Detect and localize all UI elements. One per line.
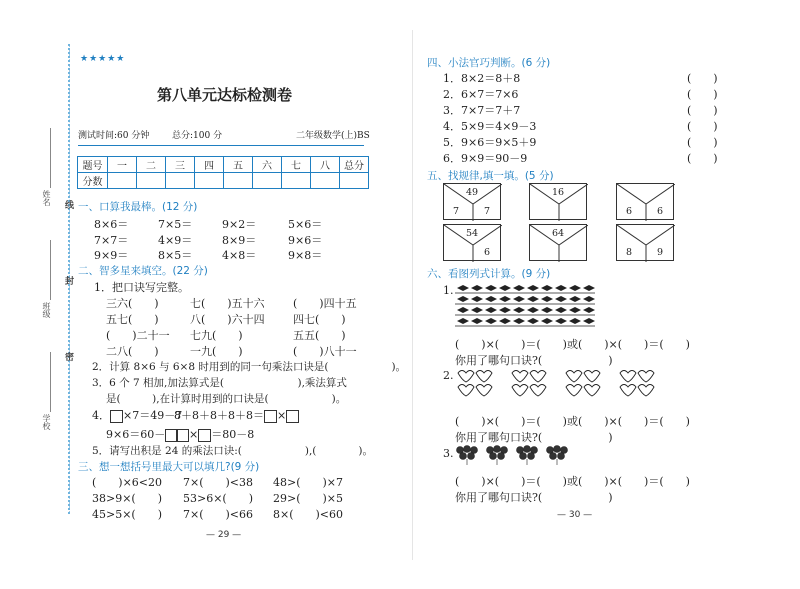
score-row-label: 分数 (78, 173, 108, 189)
envelope-puzzle (616, 183, 674, 220)
koujue-item: 三六( ) (106, 297, 159, 310)
envelope-puzzle (616, 224, 674, 261)
score-cell[interactable] (340, 173, 369, 189)
name-line (50, 128, 51, 188)
score-header: 二 (137, 157, 166, 173)
oral-calc-item: 8×6＝ (94, 218, 129, 231)
score-cell[interactable] (137, 173, 166, 189)
inequality-item: ( )×6<20 (92, 476, 163, 489)
envelope-right: 6 (484, 247, 491, 258)
inequality-item: 7×( )<66 (183, 508, 254, 521)
score-cell[interactable] (311, 173, 340, 189)
koujue-ask-1[interactable]: 你用了哪句口诀?( ) (455, 354, 613, 367)
envelope-left: 6 (626, 206, 633, 217)
score-cell[interactable] (108, 173, 137, 189)
star-rating: ★★★★★ (80, 54, 126, 64)
section-5-title: 五、找规律,填一填。(5 分) (427, 170, 554, 182)
q4a-text: ×7＝49－7 (123, 409, 183, 422)
envelope-top: 49 (466, 187, 479, 198)
answer-box[interactable] (176, 429, 189, 442)
q4-number: 4． (92, 409, 110, 422)
inequality-item: 48>( )×7 (273, 476, 344, 489)
score-header: 七 (282, 157, 311, 173)
question-2-4c (106, 426, 178, 442)
judge-item: 4．5×9＝4×9－3 (443, 120, 537, 133)
koujue-item: 二八( ) (106, 345, 159, 358)
koujue-item: 四七( ) (293, 313, 346, 326)
envelope-puzzle (529, 183, 587, 220)
judge-answer-paren[interactable]: ( ) (687, 120, 718, 133)
question-2-3a: 3．6 个 7 相加,加法算式是( ),乘法算式 (92, 377, 347, 389)
score-table (77, 156, 369, 189)
koujue-item: 五七( ) (106, 313, 159, 326)
question-2-4d: × ＝80－8 (176, 426, 254, 442)
judge-answer-paren[interactable]: ( ) (687, 152, 718, 165)
score-header: 五 (224, 157, 253, 173)
section-1-title: 一、口算我最棒。(12 分) (78, 201, 198, 213)
grade-label: 二年级数学(上)BS (296, 131, 370, 141)
koujue-ask-2[interactable]: 你用了哪句口诀?( ) (455, 431, 613, 444)
oral-calc-item: 5×6＝ (288, 218, 323, 231)
envelope-right: 9 (657, 247, 664, 258)
section-2-title: 二、智多星来填空。(22 分) (78, 265, 208, 277)
seal-secret-char: 密 (63, 352, 73, 361)
score-cell[interactable] (253, 173, 282, 189)
oral-calc-item: 9×2＝ (222, 218, 257, 231)
inequality-item: 29>( )×5 (273, 492, 344, 505)
envelope-top: 16 (552, 187, 565, 198)
question-2-1: 1．把口诀写完整。 (94, 281, 189, 294)
page-number-left: — 29 — (206, 530, 242, 540)
envelope-left: 7 (453, 206, 460, 217)
picture-group-3 (455, 444, 575, 466)
oral-calc-item: 8×5＝ (158, 249, 193, 262)
seal-seal-char: 封 (63, 276, 73, 285)
page-number-right: — 30 — (557, 510, 593, 520)
oral-calc-item: 9×8＝ (288, 249, 323, 262)
koujue-item: ( )八十一 (293, 345, 357, 358)
question-2-4b: 8＋8＋8＋8＋8＝ × (174, 407, 299, 423)
section-4-title: 四、小法官巧判断。(6 分) (427, 57, 551, 69)
score-header: 总分 (340, 157, 369, 173)
envelope-puzzle (443, 183, 501, 220)
total-score: 总分:100 分 (172, 131, 223, 141)
score-header: 六 (253, 157, 282, 173)
section-6-title: 六、看图列式计算。(9 分) (427, 268, 551, 280)
envelope-puzzle (443, 224, 501, 261)
school-label: 学校 (42, 414, 51, 430)
koujue-item: ( )四十五 (293, 297, 357, 310)
judge-item: 3．7×7＝7＋7 (443, 104, 521, 117)
score-cell[interactable] (282, 173, 311, 189)
question-6-2-number: 2. (443, 369, 454, 382)
picture-group-2 (455, 368, 665, 398)
school-line (50, 352, 51, 412)
oral-calc-item: 7×7＝ (94, 234, 129, 247)
score-cell[interactable] (166, 173, 195, 189)
class-label: 班级 (42, 302, 51, 318)
koujue-item: 八( )六十四 (190, 313, 265, 326)
inequality-item: 7×( )<38 (183, 476, 254, 489)
answer-box[interactable] (110, 410, 123, 423)
inequality-item: 53>6×( ) (183, 492, 254, 505)
score-header: 八 (311, 157, 340, 173)
koujue-item: 七九( ) (190, 329, 243, 342)
section-3-title: 三、想一想括号里最大可以填几?(9 分) (78, 461, 260, 473)
koujue-item: 五五( ) (293, 329, 346, 342)
judge-answer-paren[interactable]: ( ) (687, 72, 718, 85)
judge-item: 6．9×9＝90－9 (443, 152, 528, 165)
question-2-3b: 是( ),在计算时用到的口诀是( )。 (106, 393, 347, 405)
judge-answer-paren[interactable]: ( ) (687, 136, 718, 149)
score-header: 三 (166, 157, 195, 173)
judge-item: 1．8×2＝8＋8 (443, 72, 521, 85)
envelope-top: 64 (552, 228, 565, 239)
koujue-item: ( )二十一 (106, 329, 170, 342)
q4d-text: ＝80－8 (211, 428, 255, 441)
question-6-3-number: 3. (443, 447, 454, 460)
formula-line-2[interactable]: ( )×( )＝( )或( )×( )＝( ) (455, 415, 690, 428)
judge-item: 2．6×7＝7×6 (443, 88, 519, 101)
envelope-right: 7 (484, 206, 491, 217)
score-cell[interactable] (224, 173, 253, 189)
oral-calc-item: 7×5＝ (158, 218, 193, 231)
class-line (50, 240, 51, 300)
koujue-item: 一九( ) (190, 345, 243, 358)
answer-box[interactable] (286, 410, 299, 423)
inequality-item: 45>5×( ) (92, 508, 163, 521)
picture-group-1 (455, 284, 601, 328)
flower-cluster-icon (455, 444, 575, 466)
score-header: 四 (195, 157, 224, 173)
inequality-item: 38>9×( ) (92, 492, 163, 505)
oral-calc-item: 4×9＝ (158, 234, 193, 247)
formula-line-1[interactable]: ( )×( )＝( )或( )×( )＝( ) (455, 338, 690, 351)
envelope-right: 6 (657, 206, 664, 217)
q4c-text: 9×6＝60－ (106, 428, 166, 441)
oral-calc-item: 4×8＝ (222, 249, 257, 262)
oral-calc-item: 9×9＝ (94, 249, 129, 262)
envelope-puzzle (529, 224, 587, 261)
page-divider (412, 30, 413, 560)
name-label: 姓名 (42, 190, 51, 206)
question-2-4a (92, 407, 182, 423)
oral-calc-item: 8×9＝ (222, 234, 257, 247)
score-cell[interactable] (195, 173, 224, 189)
inequality-item: 8×( )<60 (273, 508, 344, 521)
answer-box[interactable] (198, 429, 211, 442)
question-6-1-number: 1. (443, 284, 454, 297)
formula-line-3[interactable]: ( )×( )＝( )或( )×( )＝( ) (455, 475, 690, 488)
judge-item: 5．9×6＝9×5＋9 (443, 136, 537, 149)
header-rule (78, 145, 364, 146)
koujue-item: 七( )五十六 (190, 297, 265, 310)
seal-line-char: 线 (63, 200, 73, 209)
judge-answer-paren[interactable]: ( ) (687, 88, 718, 101)
koujue-ask-3[interactable]: 你用了哪句口诀?( ) (455, 491, 613, 504)
page-title: 第八单元达标检测卷 (157, 86, 293, 104)
score-header: 题号 (78, 157, 108, 173)
bird-cluster-icon (455, 284, 601, 328)
score-header: 一 (108, 157, 137, 173)
question-2-2: 2．计算 8×6 与 6×8 时用到的同一句乘法口诀是( )。 (92, 361, 407, 373)
question-2-5: 5．请写出积是 24 的乘法口诀:( ),( )。 (92, 445, 373, 457)
heart-groups-icon (455, 368, 665, 398)
envelope-top: 54 (466, 228, 479, 239)
test-time: 测试时间:60 分钟 (78, 131, 150, 141)
judge-answer-paren[interactable]: ( ) (687, 104, 718, 117)
envelope-left: 8 (626, 247, 633, 258)
oral-calc-item: 9×6＝ (288, 234, 323, 247)
answer-box[interactable] (264, 410, 277, 423)
q4b-text: 8＋8＋8＋8＋8＝ (174, 409, 264, 422)
